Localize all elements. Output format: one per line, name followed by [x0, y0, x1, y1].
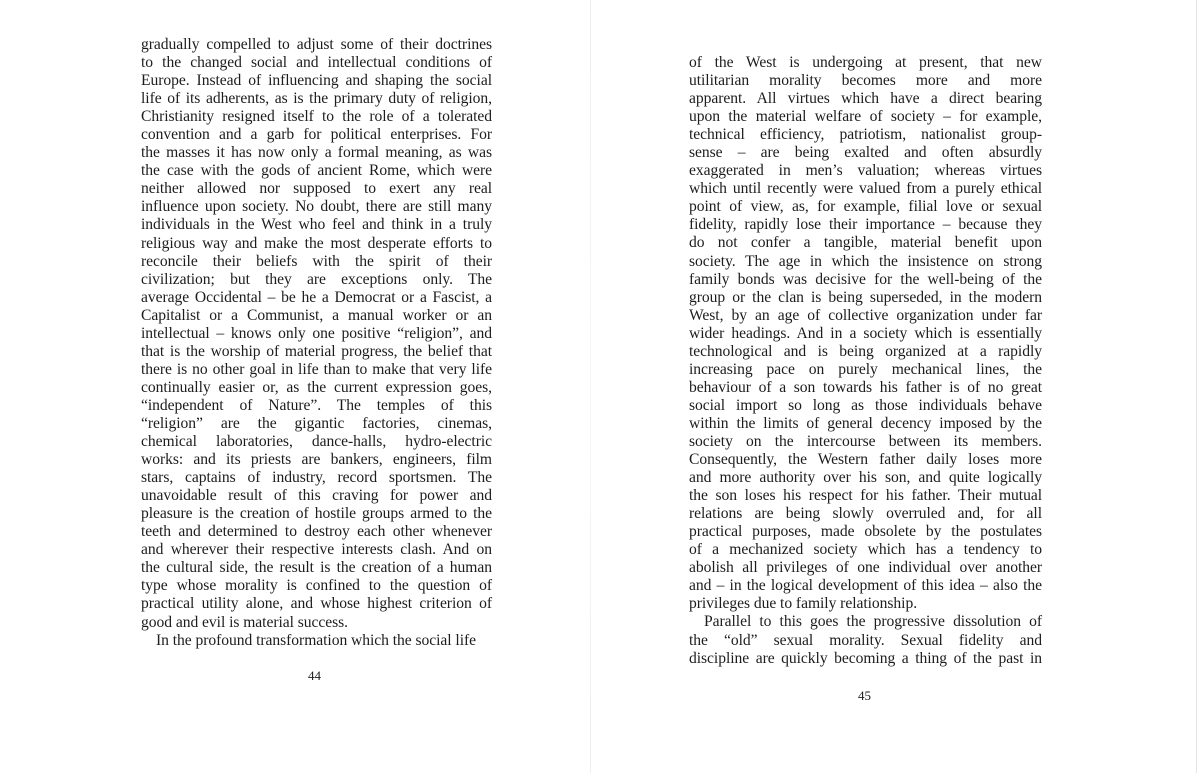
text-line: the cultural side, the result is the creation of a human: [141, 559, 492, 577]
text-line: Capitalist or a Communist, a manual worker or an: [141, 306, 492, 324]
text-line: Europe. Instead of influencing and shaping the social: [141, 72, 492, 90]
text-line: of the West is undergoing at present, that new: [689, 54, 1042, 71]
right-paragraph-1: [689, 54, 1042, 613]
text-line: practical purposes, made obsolete by the postulates: [689, 523, 1042, 541]
text-line: the “old” sexual morality. Sexual fidelity and: [689, 631, 1042, 649]
text-line: abolish all privileges of one individual over another: [689, 559, 1042, 577]
text-line: sense – are being exalted and often absurdly: [689, 144, 1042, 162]
text-line: apparent. All virtues which have a direct bearing: [689, 90, 1042, 108]
page-number: 45: [858, 688, 871, 703]
text-line: continually easier or, as the current expression goes,: [141, 378, 492, 396]
text-line: increasing pace on purely mechanical lines, the: [689, 360, 1042, 378]
left-page-text: [141, 36, 492, 650]
left-page: [0, 0, 590, 773]
text-line: upon the material welfare of society – for example,: [689, 108, 1042, 126]
text-line: reconcile their beliefs with the spirit of their: [141, 252, 492, 270]
text-line: In the profound transformation which the social life: [156, 631, 477, 649]
text-line: pleasure is the creation of hostile groups armed to the: [141, 505, 492, 523]
text-line: and more authority over his son, and quite logically: [689, 469, 1042, 487]
text-line: relations are being slowly overruled and, for all: [689, 505, 1042, 523]
text-line: point of view, as, for example, filial love or sexual: [689, 198, 1042, 216]
text-line: unavoidable result of this craving for power and: [141, 487, 492, 505]
text-line: society. The age in which the insistence on strong: [689, 252, 1042, 270]
text-line: within the limits of general decency imposed by the: [689, 414, 1042, 432]
left-paragraph-2: [141, 632, 492, 650]
text-line: technological and is being organized at a rapidly: [689, 342, 1042, 360]
text-line: the masses it has now only a formal meaning, as was: [141, 144, 492, 162]
left-paragraph-1: [141, 36, 492, 632]
text-line: and – in the logical development of this idea – also the: [689, 577, 1042, 595]
text-line: group or the clan is being superseded, in the modern: [689, 288, 1042, 306]
text-line: “religion” are the gigantic factories, cinemas,: [141, 414, 492, 432]
text-line: privileges due to family relationship.: [689, 595, 918, 613]
text-line: exaggerated in men’s valuation; whereas virtues: [689, 162, 1042, 180]
text-line: there is no other goal in life than to make that very life: [141, 360, 492, 378]
text-line: West, by an age of collective organization under far: [689, 306, 1042, 324]
text-line: which until recently were valued from a purely ethical: [689, 180, 1042, 198]
text-line: life of its adherents, as is the primary duty of religion,: [141, 90, 492, 108]
text-line: that is the worship of material progress, the belief that: [141, 342, 492, 360]
right-paragraph-2: [689, 613, 1042, 667]
text-line: utilitarian morality becomes more and more: [689, 72, 1042, 90]
right-page: [591, 0, 1200, 773]
text-line: gradually compelled to adjust some of their doctrines: [141, 36, 492, 53]
text-line: discipline are quickly becoming a thing of the past in: [689, 649, 1042, 667]
text-line: chemical laboratories, dance-halls, hydro-electric: [141, 433, 492, 451]
text-line: Parallel to this goes the progressive dissolution of: [704, 613, 1042, 631]
text-line: the son loses his respect for his father. Their mutual: [689, 487, 1042, 505]
text-line: religious way and make the most desperate efforts to: [141, 234, 492, 252]
text-line: Christianity resigned itself to the role of a tolerated: [141, 108, 492, 126]
text-line: society on the intercourse between its members.: [689, 432, 1042, 450]
text-line: influence upon society. No doubt, there are still many: [141, 198, 492, 216]
text-line: civilization; but they are exceptions only. The: [141, 270, 492, 288]
text-line: social import so long as those individuals behave: [689, 396, 1042, 414]
text-line: behaviour of a son towards his father is of no great: [689, 378, 1042, 396]
text-line: individuals in the West who feel and think in a truly: [141, 216, 492, 234]
right-page-text: [689, 54, 1042, 668]
page-number: 44: [308, 668, 321, 683]
text-line: family bonds was decisive for the well-being of the: [689, 270, 1042, 288]
text-line: the case with the gods of ancient Rome, which were: [141, 162, 492, 180]
text-line: wider headings. And in a society which is essentially: [689, 324, 1042, 342]
text-line: and wherever their respective interests clash. And on: [141, 541, 492, 559]
text-line: Consequently, the Western father daily loses more: [689, 451, 1042, 469]
text-line: stars, captains of industry, record sportsmen. The: [141, 469, 492, 487]
text-line: type whose morality is confined to the question of: [141, 577, 492, 595]
text-line: practical utility alone, and whose highest criterion of: [141, 595, 492, 613]
text-line: neither allowed nor supposed to exert any real: [141, 180, 492, 198]
text-line: average Occidental – be he a Democrat or a Fascist, a: [141, 288, 492, 306]
text-line: “independent of Nature”. The temples of this: [141, 396, 492, 414]
text-line: technical efficiency, patriotism, nationalist group-: [689, 126, 1042, 144]
text-line: to the changed social and intellectual conditions of: [141, 54, 492, 72]
text-line: do not confer a tangible, material benefit upon: [689, 234, 1042, 252]
text-line: teeth and determined to destroy each other whenever: [141, 523, 492, 541]
text-line: fidelity, rapidly lose their importance – because they: [689, 216, 1042, 234]
text-line: intellectual – knows only one positive “religion”, and: [141, 324, 492, 342]
text-line: good and evil is material success.: [141, 613, 349, 631]
text-line: convention and a garb for political enterprises. For: [141, 126, 492, 144]
text-line: of a mechanized society which has a tendency to: [689, 541, 1042, 559]
text-line: works: and its priests are bankers, engineers, film: [141, 451, 492, 469]
